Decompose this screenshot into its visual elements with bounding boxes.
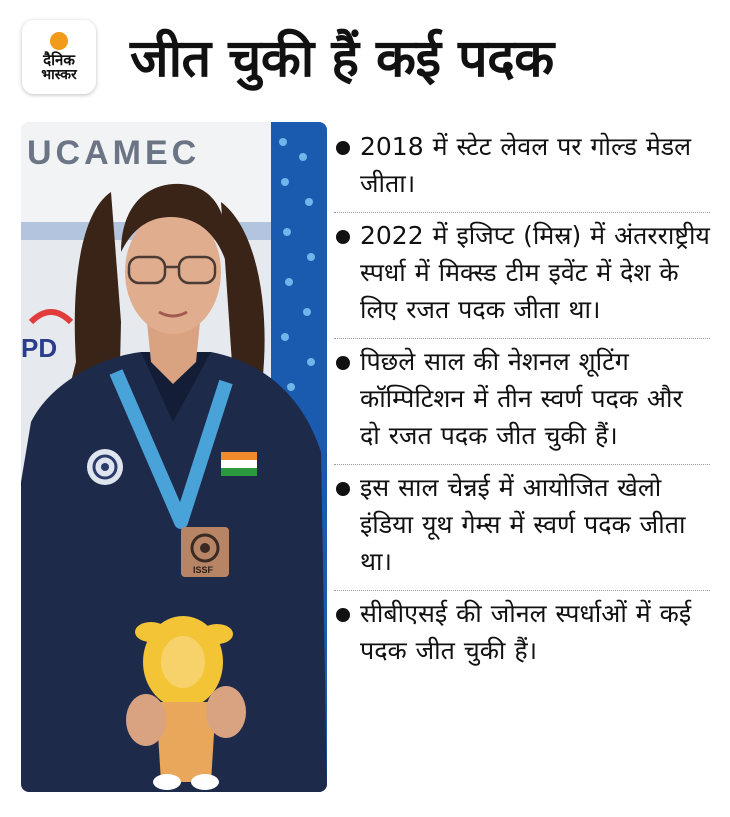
dainik-bhaskar-logo [22,20,96,94]
list-item [334,339,710,465]
bullet-icon [336,141,350,155]
bullet-icon [336,356,350,370]
athlete-photo [21,122,327,792]
list-item [334,465,710,591]
medal-text: ISSF [193,565,214,575]
backdrop-side-text: PD [21,333,58,363]
bullet-icon [336,608,350,622]
list-item-text: इस साल चेन्नई में आयोजित खेलो इंडिया यूथ गेम्स में स्वर्ण पदक जीता था। [360,473,686,576]
logo-line-1: दैनिक [43,50,75,69]
logo-line-2: भास्कर [41,66,77,83]
list-item-text: 2022 में इजिप्ट (मिस्र) में अंतरराष्ट्रीय स्पर्धा में मिक्स्ड टीम इवेंट में देश के लिए रजत पदक जीता था। [360,221,710,324]
bullet-icon [336,482,350,496]
list-item [334,213,710,339]
list-item [334,591,710,679]
bullet-icon [336,230,350,244]
backdrop-banner-text: UCAMEC [27,134,201,172]
sun-icon [50,32,68,50]
list-item [334,124,710,213]
list-item-text: पिछले साल की नेशनल शूटिंग कॉम्पिटिशन में तीन स्वर्ण पदक और दो रजत पदक जीत चुकी हैं। [360,347,683,450]
list-item-text: 2018 में स्टेट लेवल पर गोल्ड मेडल जीता। [360,132,692,198]
page-title: जीत चुकी हैं कई पदक [130,29,554,89]
list-item-text: सीबीएसई की जोनल स्पर्धाओं में कई पदक जीत चुकी हैं। [360,599,692,665]
achievements-list [334,124,710,679]
